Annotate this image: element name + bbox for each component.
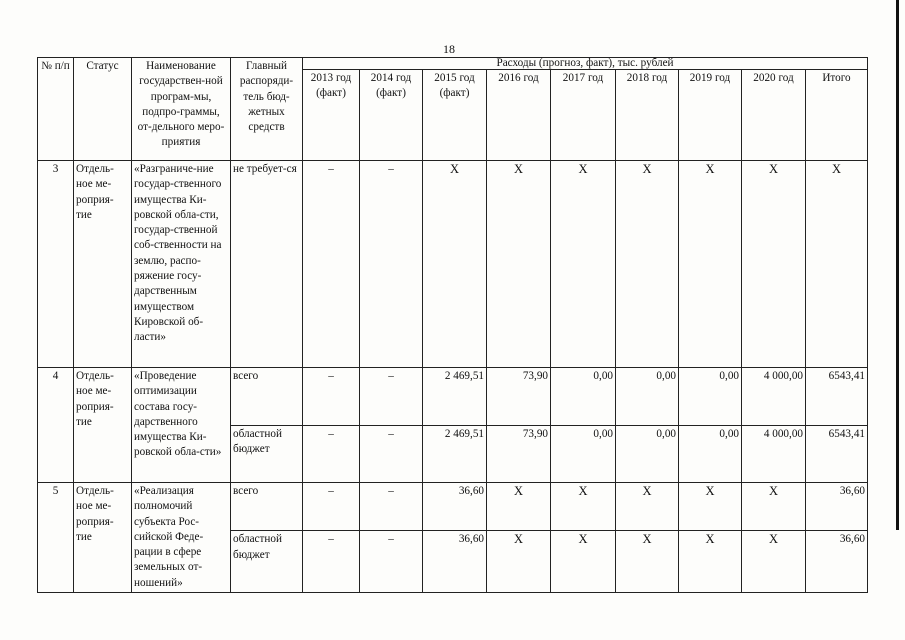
- header-manager: Главный распоряди-тель бюд-жетных средств: [231, 58, 303, 161]
- row-value: 4 000,00: [742, 426, 806, 483]
- row-value: –: [360, 531, 423, 593]
- row-value: 4 000,00: [742, 368, 806, 426]
- header-num: № п/п: [38, 58, 74, 161]
- row-status: Отдель-ное ме-роприя-тие: [74, 161, 132, 368]
- row-value: –: [303, 531, 360, 593]
- row-value: 73,90: [487, 368, 551, 426]
- row-value: –: [360, 161, 423, 368]
- row-value: X: [679, 483, 742, 531]
- header-year-2014: 2014 год (факт): [360, 70, 423, 161]
- row-value: X: [423, 161, 487, 368]
- row-name: «Разграниче-ние государ-ственного имущества Ки-ровской обла-сти, государ-ственной соб-ственности на землю, распо-ряжение госу-дарственным имуществом Кировской об-ласти»: [132, 161, 231, 368]
- row-value: 0,00: [616, 368, 679, 426]
- header-year-2020: 2020 год: [742, 70, 806, 161]
- row-value: –: [303, 368, 360, 426]
- header-status: Статус: [74, 58, 132, 161]
- row-value: 36,60: [806, 483, 868, 531]
- row-value: –: [303, 426, 360, 483]
- row-value: 73,90: [487, 426, 551, 483]
- row-number: 3: [38, 161, 74, 368]
- row-value: X: [679, 161, 742, 368]
- header-year-2018: 2018 год: [616, 70, 679, 161]
- header-year-2017: 2017 год: [551, 70, 616, 161]
- row-manager: областной бюджет: [231, 531, 303, 593]
- row-value: X: [616, 483, 679, 531]
- row-value: 0,00: [679, 426, 742, 483]
- row-value: X: [487, 531, 551, 593]
- row-manager: всего: [231, 483, 303, 531]
- header-total: Итого: [806, 70, 868, 161]
- header-year-2016: 2016 год: [487, 70, 551, 161]
- row-status: Отдель-ное ме-роприя-тие: [74, 483, 132, 593]
- row-value: –: [360, 483, 423, 531]
- row-value: 0,00: [551, 426, 616, 483]
- page-number: 18: [443, 42, 455, 56]
- row-value: X: [742, 483, 806, 531]
- row-value: X: [487, 161, 551, 368]
- row-value: –: [303, 483, 360, 531]
- row-value: X: [551, 161, 616, 368]
- row-value: 36,60: [806, 531, 868, 593]
- row-status: Отдель-ное ме-роприя-тие: [74, 368, 132, 483]
- header-year-2015: 2015 год (факт): [423, 70, 487, 161]
- row-value: 2 469,51: [423, 368, 487, 426]
- row-value: 36,60: [423, 531, 487, 593]
- row-value: 0,00: [551, 368, 616, 426]
- header-year-2013: 2013 год (факт): [303, 70, 360, 161]
- row-value: X: [742, 531, 806, 593]
- row-name: «Реализация полномочий субъекта Рос-сийской Феде-рации в сфере земельных от-ношений»: [132, 483, 231, 593]
- row-value: 0,00: [679, 368, 742, 426]
- row-name: «Проведение оптимизации состава госу-дарственного имущества Ки-ровской обла-сти»: [132, 368, 231, 483]
- row-value: 36,60: [423, 483, 487, 531]
- row-manager: не требует-ся: [231, 161, 303, 368]
- row-value: X: [551, 483, 616, 531]
- table-row: [38, 483, 868, 531]
- table-row: [38, 161, 868, 368]
- row-number: 5: [38, 483, 74, 593]
- row-value: –: [360, 426, 423, 483]
- row-value: X: [616, 161, 679, 368]
- header-year-2019: 2019 год: [679, 70, 742, 161]
- row-value: 0,00: [616, 426, 679, 483]
- row-manager: всего: [231, 368, 303, 426]
- row-value: X: [487, 483, 551, 531]
- header-row: [38, 58, 868, 70]
- row-value: X: [551, 531, 616, 593]
- table-row: [38, 368, 868, 426]
- row-value: X: [616, 531, 679, 593]
- row-value: 6543,41: [806, 426, 868, 483]
- row-value: 6543,41: [806, 368, 868, 426]
- scan-edge: [896, 0, 899, 530]
- row-value: X: [806, 161, 868, 368]
- row-value: –: [303, 161, 360, 368]
- budget-table: [37, 57, 868, 593]
- row-number: 4: [38, 368, 74, 483]
- row-manager: областной бюджет: [231, 426, 303, 483]
- header-name: Наименование государствен-ной програм-мы, подпро-граммы, от-дельного меро-приятия: [132, 58, 231, 161]
- row-value: 2 469,51: [423, 426, 487, 483]
- row-value: –: [360, 368, 423, 426]
- header-expenses: Расходы (прогноз, факт), тыс. рублей: [303, 58, 868, 70]
- row-value: X: [742, 161, 806, 368]
- row-value: X: [679, 531, 742, 593]
